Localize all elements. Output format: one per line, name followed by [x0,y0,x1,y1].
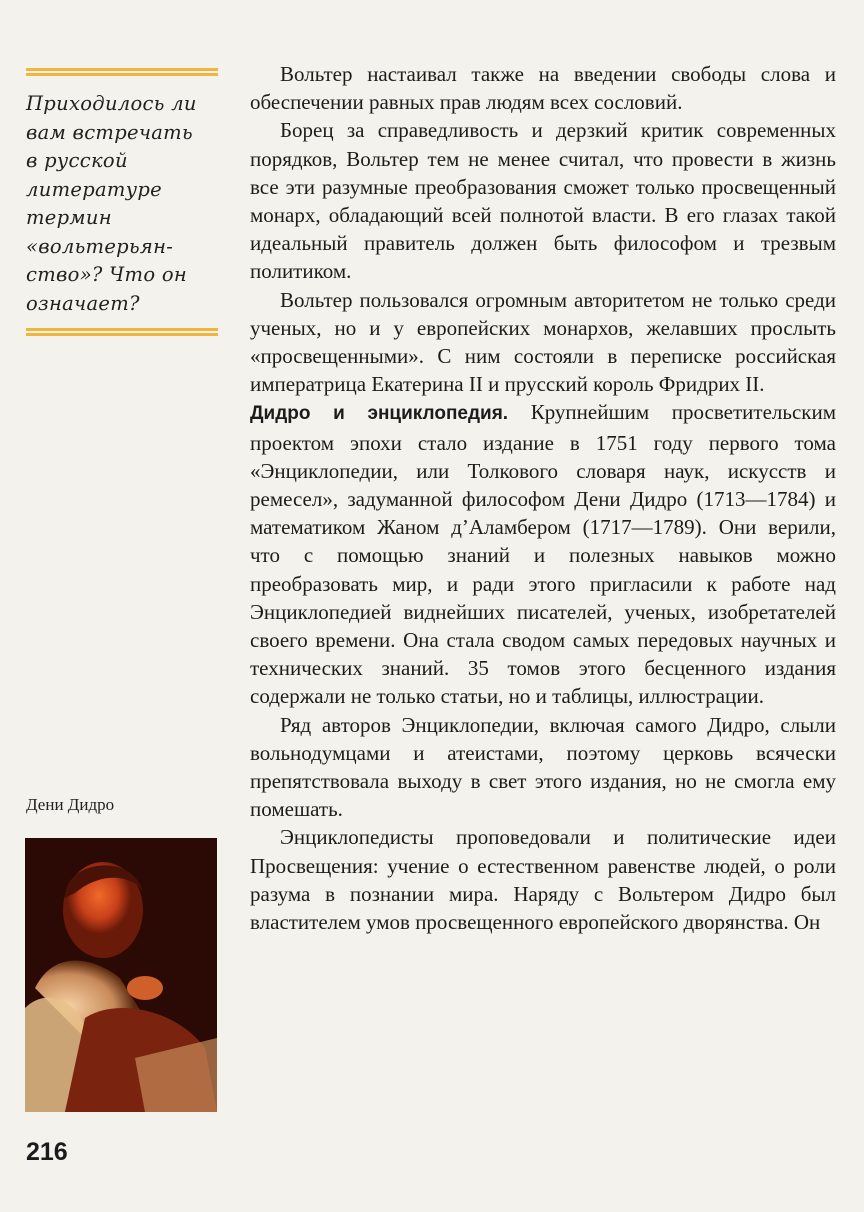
sidebar-bottom-rule [26,328,218,337]
paragraph: Ряд авторов Энциклопедии, включая самого Дидро, слыли вольнодумцами и атеистами, поэтому церковь всячески препятствовала выходу в свет этого издания, но не смогла ему помешать. [250,712,836,822]
sidebar-top-rule [26,68,218,77]
portrait-hand [127,976,163,1000]
main-text-column [250,60,836,936]
rule-line [26,328,218,331]
rule-line [26,73,218,76]
paragraph: Вольтер пользовался огромным авторитетом не только среди ученых, но и у европейских монархов, желавших прослыть «просвещенными». С ним состояли в переписке российская императрица Екатерина II и прусский король Фридрих II. [250,287,836,397]
page-number: 216 [26,1138,68,1166]
rule-line [26,333,218,336]
section-heading: Дидро и энциклопедия. [250,403,509,425]
margin-question: Приходилось ли вам встречать в русской литературе термин «вольтерьян- ство»? Что он означает? [26,92,197,315]
portrait-caption: Дени Дидро [26,795,115,814]
portrait-illustration [25,838,217,1112]
paragraph: Борец за справедливость и дерзкий критик современных порядков, Вольтер тем не менее считал, что провести в жизнь все эти разумные преобразования сможет только просвещенный монарх, обладающий всей полнотой власти. В его глазах такой идеальный правитель должен быть философом и трезвым политиком. [250,118,836,284]
paragraph: Вольтер настаивал также на введении свободы слова и обеспечении равных прав людям всех сословий. [250,62,836,115]
section-paragraph [250,398,836,710]
diderot-portrait-image [25,838,217,1112]
paragraph: Энциклопедисты проповедовали и политические идеи Просвещения: учение о естественном равенстве людей, о роли разума в познании мира. Наряду с Вольтером Дидро был властителем умов просвещенного европейского дворянства. Он [250,825,836,935]
section-body: Крупнейшим просветительским проектом эпохи стало издание в 1751 году первого тома «Энциклопедии, или Толкового словаря наук, искусств и ремесел», задуманной философом Дени Дидро (1713—1784) и математиком Жаном д’Аламбером (1717—1789). Они верили, что с помощью знаний и полезных навыков можно преобразовать мир, и ради этого пригласили к работе над Энциклопедией виднейших писателей, ученых, изобретателей своего времени. Она стала сводом самых передовых научных и технических знаний. 35 томов этого бесценного издания содержали не только статьи, но и таблицы, иллюстрации. [250,400,836,709]
rule-line [26,68,218,71]
